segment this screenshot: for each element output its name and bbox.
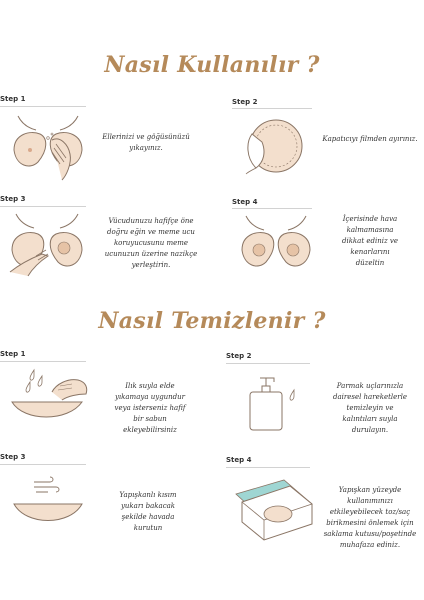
- step-divider: [0, 464, 86, 465]
- covered-chest-icon: [238, 212, 314, 278]
- soap-bottle-icon: [244, 374, 304, 432]
- air-dry-icon: [12, 476, 86, 528]
- step-divider: [226, 467, 310, 468]
- step-label-clean-1: Step 1: [0, 350, 26, 358]
- applying-cover-icon: [6, 210, 88, 280]
- step-text-clean-3: Yapışkanlı kısım yukarı bakacak şekilde havada kurutun: [119, 491, 177, 532]
- section-title-clean: Nasıl Temizlenir ?: [98, 308, 326, 334]
- storage-box-icon: [232, 474, 316, 542]
- step-label-use-1: Step 1: [0, 95, 26, 103]
- step-text-use-1: Ellerinizi ve göğüsünüzü yıkayınız.: [102, 133, 190, 152]
- step-label-clean-2: Step 2: [226, 352, 252, 360]
- step-text-clean-2: Parmak uçlarınızla dairesel hareketlerle temizleyin ve kalıntıları suyla durulayın.: [332, 382, 408, 434]
- section-title-use: Nasıl Kullanılır ?: [104, 52, 320, 78]
- step-divider: [0, 361, 86, 362]
- step-label-clean-3: Step 3: [0, 453, 26, 461]
- step-text-use-3: Vücudunuzu hafifçe öne doğru eğin ve meme ucu koruyucusunu meme ucunuzun üzerine nazikçe yerleştirin.: [104, 217, 198, 269]
- step-label-clean-4: Step 4: [226, 456, 252, 464]
- step-divider: [226, 363, 310, 364]
- step-divider: [232, 108, 312, 109]
- step-divider: [232, 208, 312, 209]
- step-text-use-4: İçerisinde hava kalmamasına dikkat ediniz ve kenarlarını düzeltin: [341, 215, 399, 267]
- step-label-use-2: Step 2: [232, 98, 258, 106]
- step-text-clean-4: Yapışkan yüzeyde kullanımınızı etkileyebilecek toz/saç birikmesini önlemek için saklama kutusu/poşetinde muhafaza ediniz.: [323, 486, 417, 549]
- washing-chest-icon: [8, 110, 88, 182]
- step-text-use-2: Kapatıcıyı filmden ayırınız.: [322, 135, 418, 143]
- rinsing-icon: [6, 364, 90, 426]
- step-divider: [0, 106, 86, 107]
- step-divider: [0, 206, 86, 207]
- step-label-use-4: Step 4: [232, 198, 258, 206]
- step-label-use-3: Step 3: [0, 195, 26, 203]
- step-text-clean-1: Ilık suyla elde yıkamaya uygundur veya isterseniz hafif bir sabun ekleyebilirsiniz: [114, 382, 186, 434]
- peeling-cover-icon: [238, 112, 308, 178]
